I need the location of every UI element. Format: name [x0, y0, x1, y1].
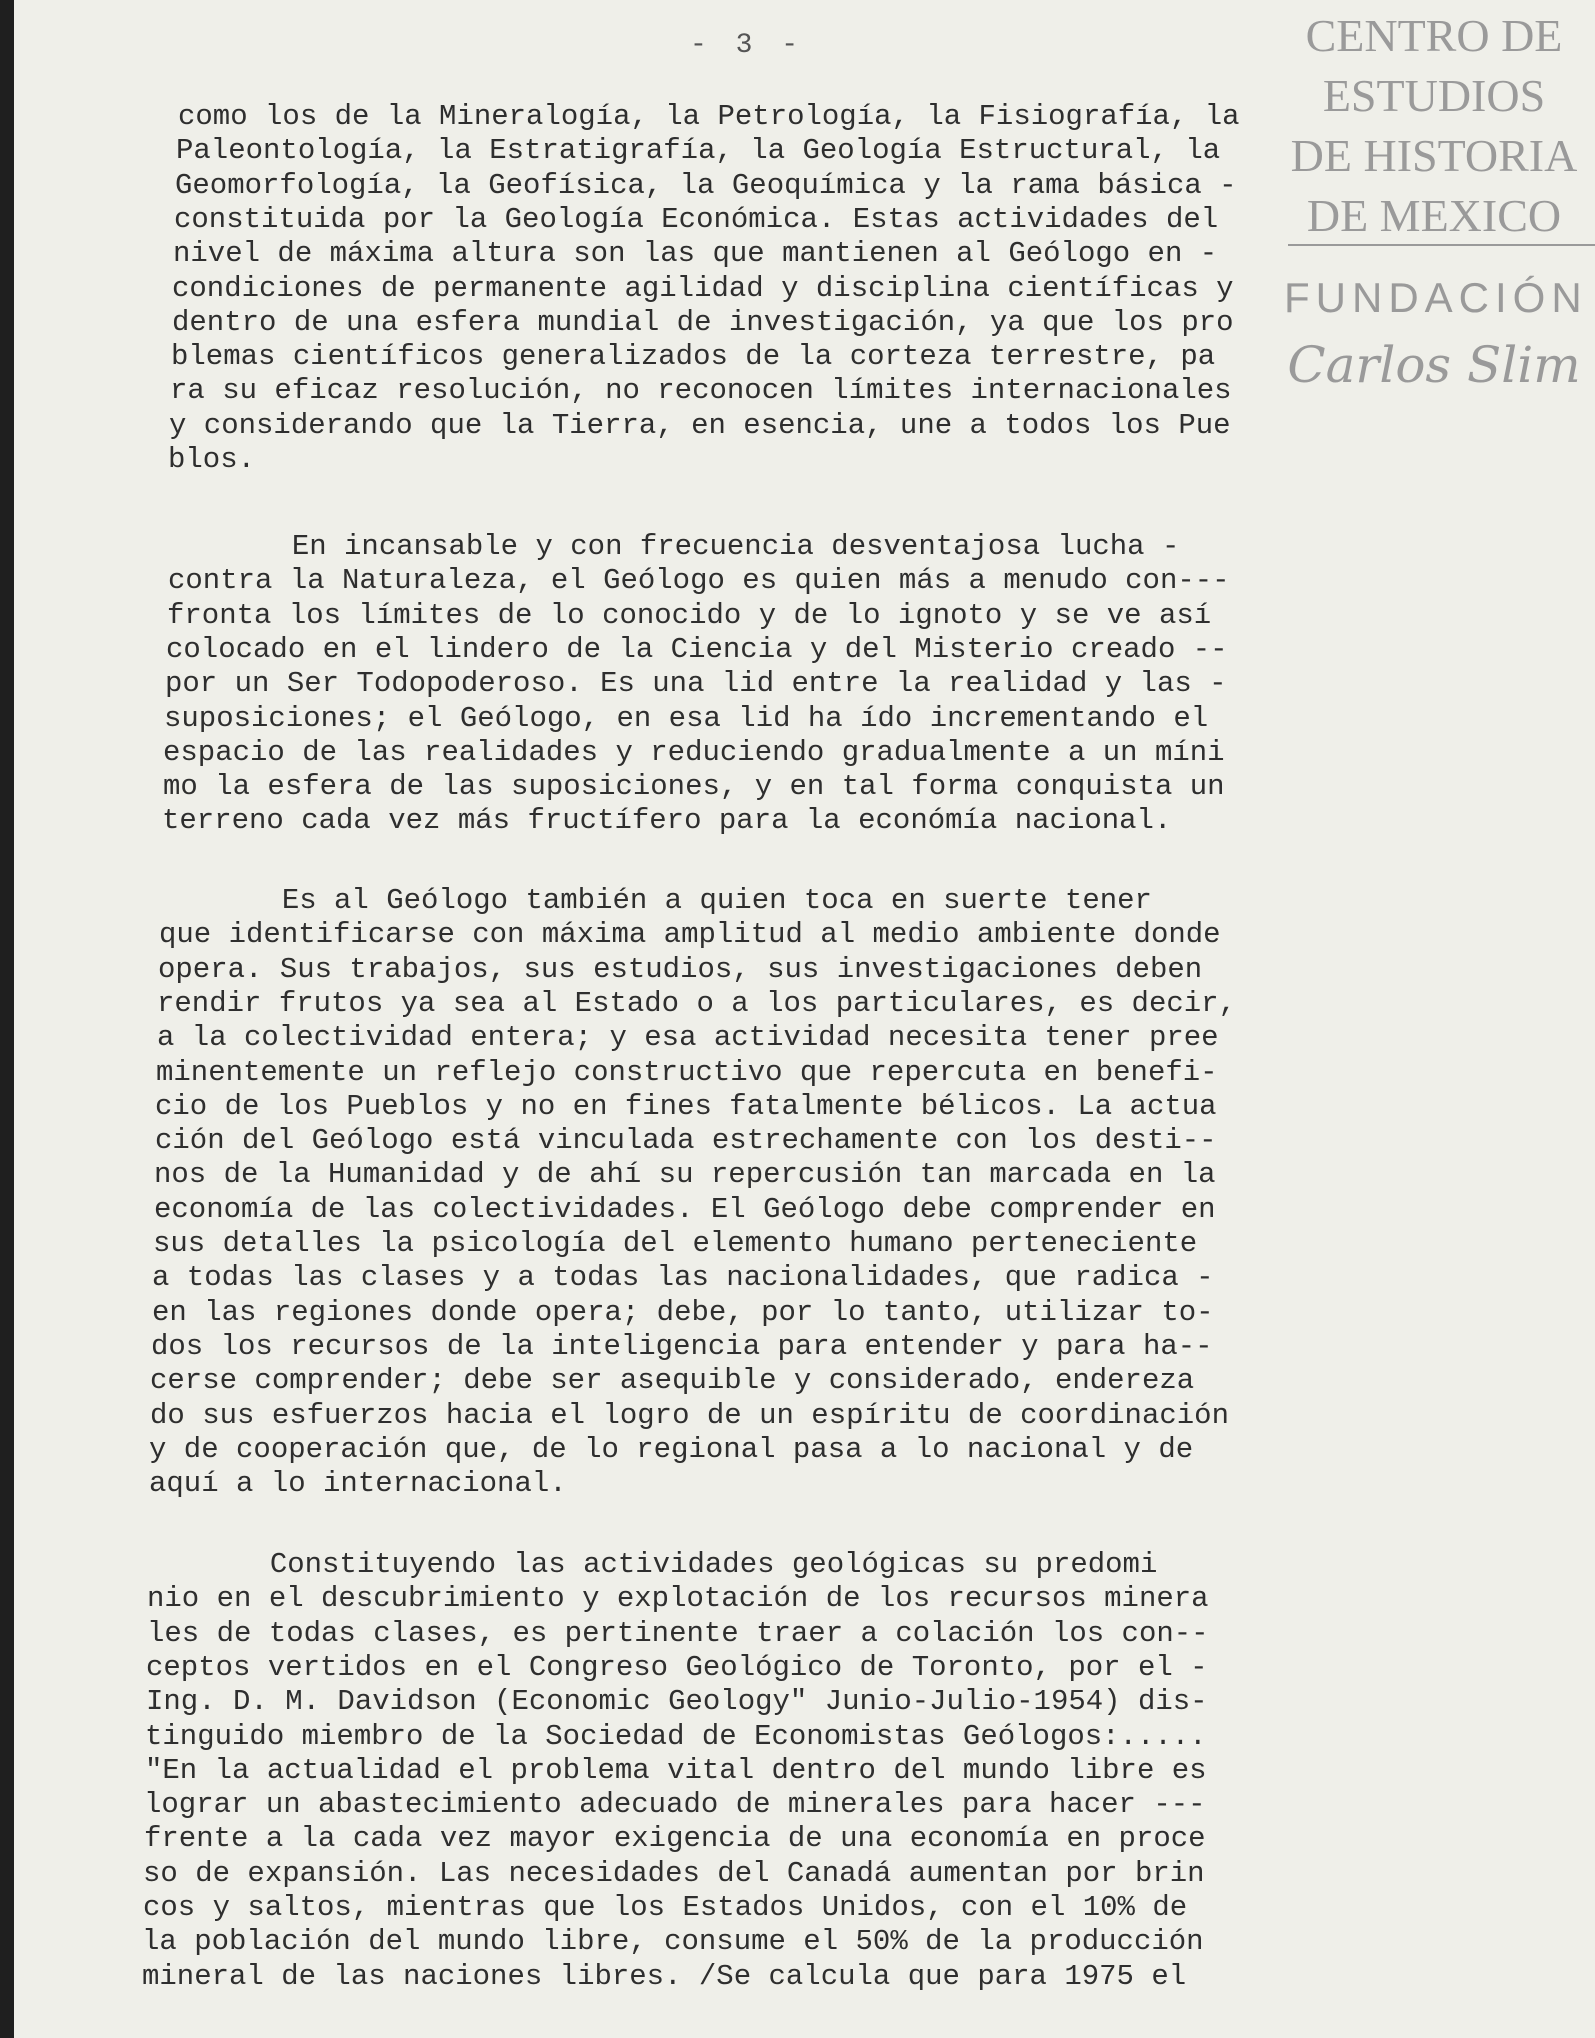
text-line: les de todas clases, es pertinente traer a colación los con-- — [147, 1616, 1209, 1650]
text-line: a la colectividad entera; y esa actividad necesita tener pree — [157, 1021, 1219, 1055]
text-line: suposiciones; el Geólogo, en esa lid ha ído incrementando el — [164, 701, 1209, 735]
text-line: cos y saltos, mientras que los Estados Unidos, con el 10% de — [143, 1891, 1188, 1924]
text-line: condiciones de permanente agilidad y disciplina científicas y — [172, 271, 1234, 305]
text-line: Es al Geólogo también a quien toca en suerte tener — [160, 884, 1152, 917]
text-line: a todas las clases y a todas las nacionalidades, que radica - — [152, 1261, 1214, 1295]
text-line: dos los recursos de la inteligencia para entender y para ha-- — [151, 1329, 1213, 1363]
text-line: blemas científicos generalizados de la corteza terrestre, pa — [171, 340, 1216, 374]
text-line: aquí a lo internacional. — [149, 1467, 567, 1501]
watermark-signature: Carlos Slim — [1287, 336, 1581, 394]
text-line: cerse comprender; debe ser asequible y considerado, endereza — [150, 1364, 1195, 1398]
page-number: - 3 - — [690, 30, 805, 61]
text-line: ceptos vertidos en el Congreso Geológico de Toronto, por el - — [146, 1650, 1208, 1684]
watermark-line: ESTUDIOS — [1322, 70, 1546, 121]
text-line: rendir frutos ya sea al Estado o a los particulares, es decir, — [157, 986, 1236, 1020]
watermark-foundation: FUNDACIÓN — [1284, 274, 1588, 321]
text-line: economía de las colectividades. El Geólogo debe comprender en — [154, 1192, 1216, 1226]
text-line: opera. Sus trabajos, sus estudios, sus investigaciones deben — [158, 952, 1203, 986]
text-line: mo la esfera de las suposiciones, y en tal forma conquista un — [163, 770, 1225, 804]
text-line: "En la actualidad el problema vital dentro del mundo libre es — [145, 1753, 1207, 1787]
text-line: tinguido miembro de la Sociedad de Economistas Geólogos:..... — [145, 1719, 1207, 1753]
text-line: fronta los límites de lo conocido y de lo ignoto y se ve así — [167, 598, 1212, 632]
text-line: que identificarse con máxima amplitud al medio ambiente donde — [159, 918, 1221, 952]
watermark-divider — [1288, 244, 1595, 246]
text-line: espacio de las realidades y reduciendo gradualmente a un míni — [163, 735, 1225, 769]
text-line: terreno cada vez más fructífero para la económía nacional. — [162, 804, 1172, 838]
text-line: ción del Geólogo está vinculada estrechamente con los desti-- — [155, 1124, 1217, 1158]
text-line: constituida por la Geología Económica. Estas actividades del — [174, 202, 1219, 236]
text-line: la población del mundo libre, consume el 50% de la producción — [142, 1925, 1204, 1959]
text-line: nio en el descubrimiento y explotación de los recursos minera — [147, 1582, 1209, 1616]
text-line: ra su eficaz resolución, no reconocen límites internacionales — [170, 374, 1232, 408]
text-line: en las regiones donde opera; debe, por lo tanto, utilizar to- — [152, 1295, 1214, 1329]
archive-watermark — [1284, 6, 1588, 394]
text-line: blos. — [168, 443, 256, 476]
text-line: contra la Naturaleza, el Geólogo es quien más a menudo con--- — [168, 564, 1230, 598]
text-line: y considerando que la Tierra, en esencia, une a todos los Pue — [169, 408, 1231, 442]
text-line: por un Ser Todopoderoso. Es una lid entre la realidad y las - — [165, 667, 1227, 701]
document-page — [14, 0, 1595, 2038]
watermark-line: DE HISTORIA — [1290, 130, 1578, 181]
text-line: nivel de máxima altura son las que mantienen al Geólogo en - — [173, 237, 1218, 271]
text-line: Ing. D. M. Davidson (Economic Geology" Junio-Julio-1954) dis- — [146, 1685, 1208, 1719]
text-line: cio de los Pueblos y no en fines fatalmente bélicos. La actua — [155, 1089, 1217, 1123]
text-line: nos de la Humanidad y de ahí su repercusión tan marcada en la — [154, 1158, 1216, 1192]
text-line: mineral de las naciones libres. /Se calcula que para 1975 el — [142, 1959, 1187, 1993]
text-line: minentemente un reflejo constructivo que repercuta en benefi- — [156, 1055, 1218, 1089]
text-line: colocado en el lindero de la Ciencia y del Misterio creado -- — [166, 632, 1228, 666]
text-line: Paleontología, la Estratigrafía, la Geología Estructural, la — [176, 134, 1221, 168]
text-line: Constituyendo las actividades geológicas su predomi — [148, 1548, 1158, 1581]
text-line: dentro de una esfera mundial de investigación, ya que los pro — [172, 305, 1234, 339]
text-line: do sus esfuerzos hacia el logro de un espíritu de coordinación — [150, 1398, 1229, 1432]
text-line: y de cooperación que, de lo regional pasa a lo nacional y de — [149, 1432, 1194, 1466]
text-line: frente a la cada vez mayor exigencia de una economía en proce — [144, 1822, 1206, 1856]
watermark-line: CENTRO DE — [1305, 10, 1563, 61]
text-line: Geomorfología, la Geofísica, la Geoquímica y la rama básica - — [175, 168, 1237, 202]
text-line: sus detalles la psicología del elemento humano perteneciente — [153, 1227, 1198, 1260]
text-line: como los de la Mineralogía, la Petrología, la Fisiografía, la — [178, 100, 1240, 133]
text-line: lograr un abastecimiento adecuado de minerales para hacer --- — [144, 1788, 1206, 1822]
watermark-line: DE MEXICO — [1306, 190, 1562, 241]
text-line: so de expansión. Las necesidades del Canadá aumentan por brin — [143, 1856, 1205, 1890]
text-line: En incansable y con frecuencia desventajosa lucha - — [170, 530, 1180, 563]
